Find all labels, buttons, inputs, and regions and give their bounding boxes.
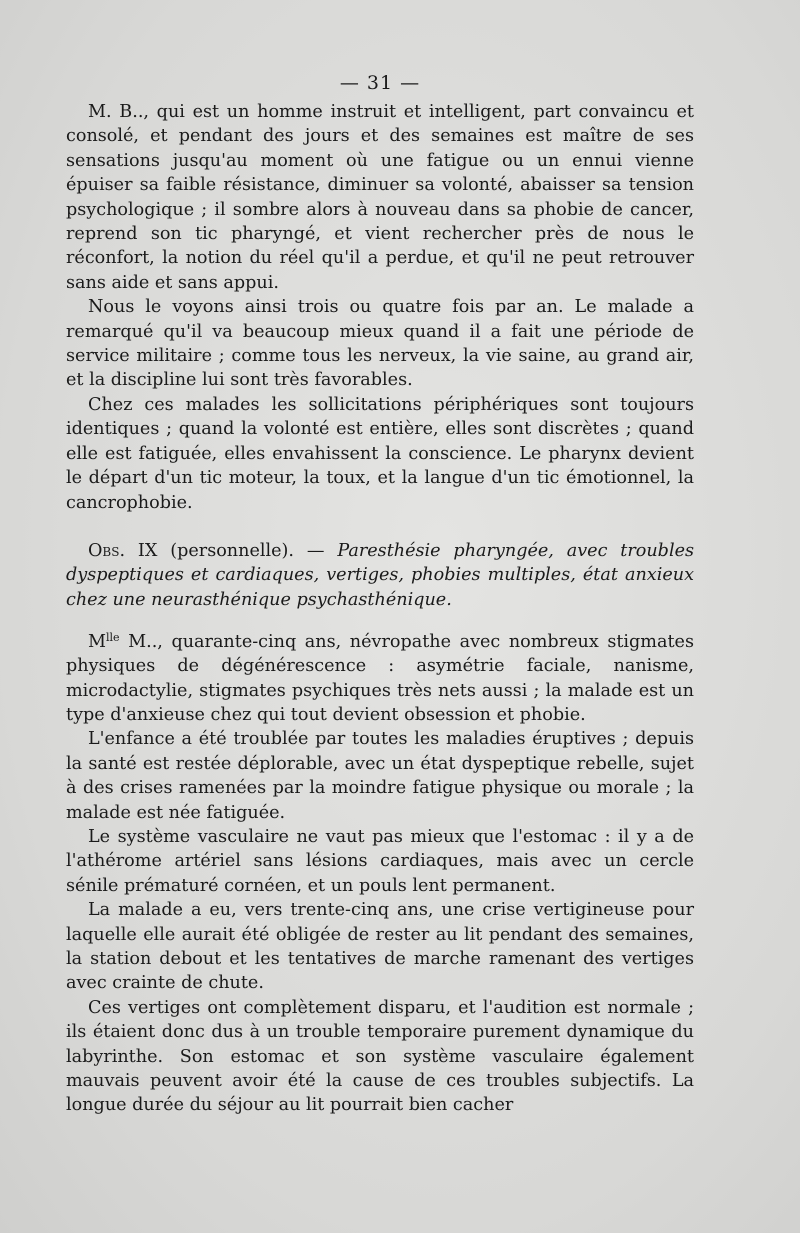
observation-label: Obs. IX <box>88 540 158 561</box>
paragraph-5: L'enfance a été troublée par toutes les maladies éruptives ; depuis la santé est restée déplorable, avec un état dyspeptique rebelle, sujet à des crises ramenées par la moindre fatigue physique ou morale ; la malade est née fatiguée. <box>66 729 694 823</box>
observation-title: Paresthésie pharyngée, avec troubles dyspeptiques et cardiaques, vertiges, phobies multiples, état anxieux chez une neurasthénique psychasthénique. <box>66 540 695 610</box>
honorific-prefix: M <box>88 631 107 652</box>
paragraph-2: Nous le voyons ainsi trois ou quatre fois par an. Le malade a remarqué qu'il va beaucoup mieux quand il a fait une période de service militaire ; comme tous les nerveux, la vie saine, au grand air, et la discipline lui sont très favorables. <box>66 297 694 391</box>
paragraph-8: Ces vertiges ont complètement disparu, et l'audition est normale ; ils étaient donc dus à un trouble temporaire purement dynamique du labyrinthe. Son estomac et son système vasculaire également mauvais peuvent avoir été la cause de ces troubles subjectifs. La longue durée du séjour au lit pourrait bien cacher <box>66 997 694 1116</box>
paragraph-1: M. B.., qui est un homme instruit et intelligent, part convaincu et consolé, et pendant des jours et des semaines est maître de ses sensations jusqu'au moment où une fatigue ou un ennui vienne épuiser sa faible résistance, diminuer sa volonté, abaisser sa tension psychologique ; il sombre alors à nouveau dans sa phobie de cancer, reprend son tic pharyngé, et vient rechercher près de nous le réconfort, la notion du réel qu'il a perdue, et qu'il ne peut retrouver sans aide et sans appui. <box>66 102 694 293</box>
paragraph-3: Chez ces malades les sollicitations périphériques sont toujours identiques ; quand la volonté est entière, elles sont discrètes ; quand elle est fatiguée, elles envahissent la conscience. Le pharynx devient le départ d'un tic moteur, la toux, et la langue d'un tic émotionnel, la cancrophobie. <box>66 394 694 513</box>
page-number: — 31 — <box>339 72 421 94</box>
paragraph-6: Le système vasculaire ne vaut pas mieux que l'estomac : il y a de l'athérome artériel sans lésions cardiaques, mais avec un cercle sénile prématuré cornéen, et un pouls lent permanent. <box>66 826 694 896</box>
observation-heading <box>66 539 694 612</box>
honorific-superscript: lle <box>106 630 120 644</box>
paragraph-4 <box>66 630 694 728</box>
observation-qualifier: (personnelle). — <box>157 540 338 561</box>
paragraph-7: La malade a eu, vers trente-cinq ans, une crise vertigineuse pour laquelle elle aurait été obligée de rester au lit pendant des semaines, la station debout et les tentatives de marche ramenant des vertiges avec crainte de chute. <box>66 900 694 994</box>
paragraph-4-text: M.., quarante-cinq ans, névropathe avec nombreux stigmates physiques de dégénérescence : asymétrie faciale, nanisme, microdactylie, stigmates psychiques très nets aussi ; la malade est un type d'anxieuse chez qui tout devient obsession et phobie. <box>66 631 694 725</box>
